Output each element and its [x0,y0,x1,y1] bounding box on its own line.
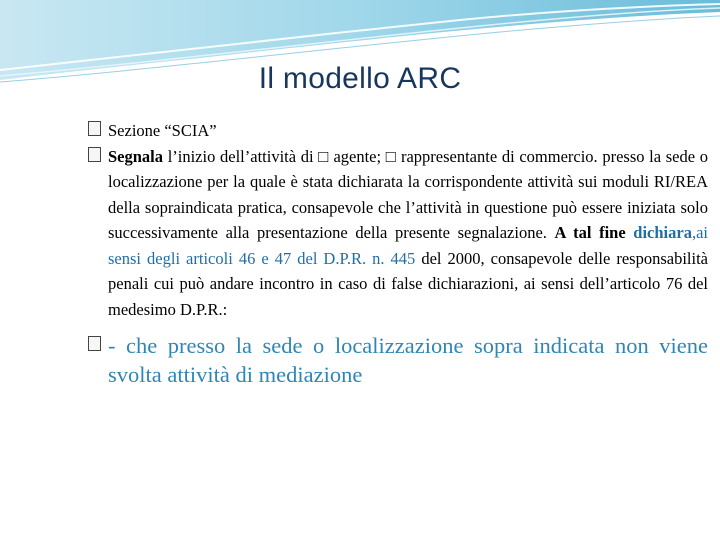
slide-body [88,118,708,389]
missing-glyph-bullet-icon [88,336,101,351]
legal-reference: ,ai sensi degli articoli 46 e 47 del D.P.R. n. 445 [108,223,709,268]
bold-phrase: A tal fine [554,223,626,242]
bullet-sezione-scia [88,118,708,144]
bullet-mediazione [88,331,708,389]
bullet-segnala [88,144,708,323]
body-text-1: l’inizio dell’attività di □ agente; □ rappresentante di commercio. presso la sede o localizzazione per la quale è stata dichiarata la corrispondente attività sui moduli RI/REA della sopraindicata pratica, consapevole che l’attività in questione può essere iniziata solo successivamente alla presentazione della presente segnalazione. [108,146,708,242]
missing-glyph-bullet-icon [88,147,101,162]
bullet-text: - che presso la sede o localizzazione sopra indicata non viene svolta attività di mediazione [108,333,708,387]
bullet-text: Sezione “SCIA” [108,121,217,140]
page-title: Il modello ARC [258,62,462,95]
missing-glyph-bullet-icon [88,121,101,136]
dichiara-verb: dichiara [633,223,692,242]
body-text-2: del 2000, consapevole delle responsabilità penali cui può andare incontro in caso di false dichiarazioni, ai sensi dell’articolo 76 del medesimo D.P.R.: [108,248,708,319]
lead-word: Segnala [108,146,164,166]
